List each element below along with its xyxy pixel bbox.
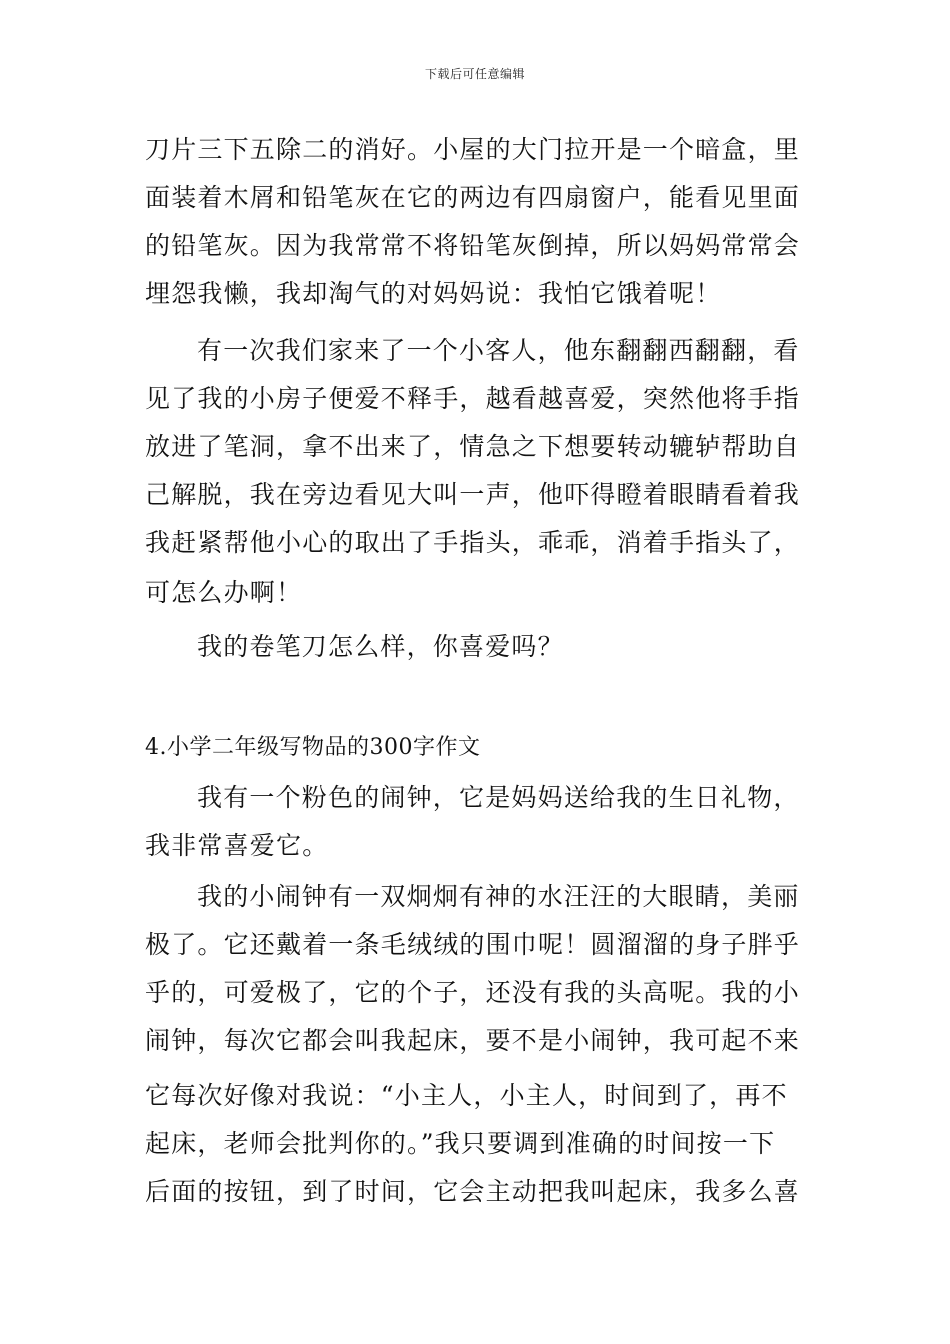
text-line: 的铅笔灰。因为我常常不将铅笔灰倒掉，所以妈妈常常会	[145, 231, 801, 260]
text-line: 我的卷笔刀怎么样，你喜爱吗？	[197, 632, 564, 661]
section-heading: 4.小学二年级写物品的300字作文	[145, 735, 481, 760]
text-line: 刀片三下五除二的消好。小屋的大门拉开是一个暗盒，里	[145, 135, 801, 164]
text-line: 极了。它还戴着一条毛绒绒的围巾呢！圆溜溜的身子胖乎	[145, 930, 801, 959]
text-line: 有一次我们家来了一个小客人，他东翻翻西翻翻，看	[197, 336, 800, 365]
page-header: 下载后可任意编辑	[424, 67, 525, 81]
text-line: 我非常喜爱它。	[145, 831, 329, 860]
text-line: 面装着木屑和铅笔灰在它的两边有四扇窗户，能看见里面	[145, 183, 801, 212]
text-line: 见了我的小房子便爱不释手，越看越喜爱，突然他将手指	[145, 384, 801, 413]
text-line: 可怎么办啊！	[145, 578, 303, 607]
text-line: 我有一个粉色的闹钟，它是妈妈送给我的生日礼物，	[197, 783, 800, 812]
text-line: 己解脱，我在旁边看见大叫一声，他吓得瞪着眼睛看着我	[145, 480, 801, 509]
text-line: 放进了笔洞，拿不出来了，情急之下想要转动辘轳帮助自	[145, 432, 801, 461]
text-line: 埋怨我懒，我却淘气的对妈妈说：我怕它饿着呢！	[145, 279, 722, 308]
text-line: 起床，老师会批判你的。”我只要调到准确的时间按一下	[145, 1129, 776, 1158]
text-line: 乎的，可爱极了，它的个子，还没有我的头高呢。我的小	[145, 978, 801, 1007]
text-line: 后面的按钮，到了时间，它会主动把我叫起床，我多么喜	[145, 1177, 801, 1206]
text-line: 我赶紧帮他小心的取出了手指头，乖乖，消着手指头了，	[145, 528, 801, 557]
text-line: 闹钟，每次它都会叫我起床，要不是小闹钟，我可起不来	[145, 1026, 801, 1055]
text-line: 它每次好像对我说：“小主人，小主人，时间到了，再不	[145, 1081, 788, 1110]
text-line: 我的小闹钟有一双炯炯有神的水汪汪的大眼睛，美丽	[197, 882, 800, 911]
